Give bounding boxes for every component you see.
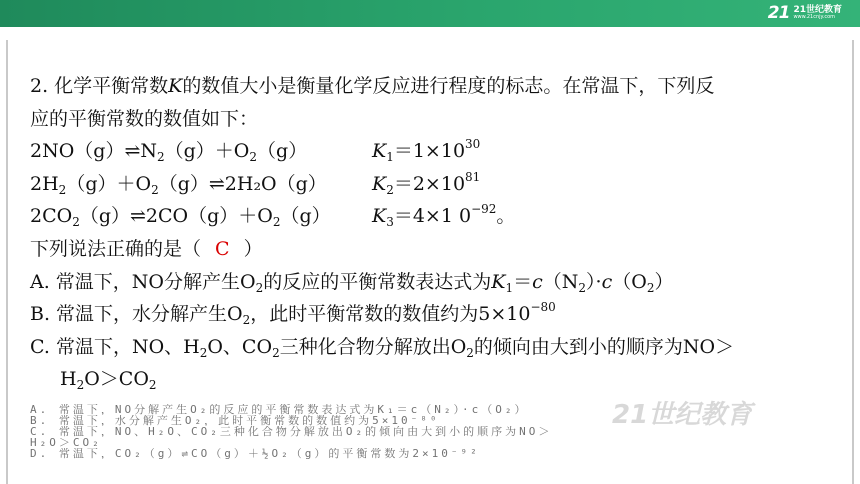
option-b[interactable]: B. 常温下，水分解产生$O_2$，此时平衡常数的数值约为$5\times 10^{-80}$ bbox=[30, 300, 556, 328]
question-block bbox=[30, 70, 830, 396]
ghost-line: A. 常温下，NO分解产生O₂的反应的平衡常数表达式为K₁＝c（N₂）·c（O₂） bbox=[30, 404, 529, 415]
watermark-logo: 21世纪教育 bbox=[612, 400, 753, 430]
question-stem-line-2: 应的平衡常数的数值如下： bbox=[30, 107, 259, 130]
ghost-line: D. 常温下，CO₂（g）⇌CO（g）＋½O₂（g）的平衡常数为2×10⁻⁹² bbox=[30, 448, 480, 459]
ghost-line: C. 常温下，NO、H₂O、CO₂三种化合物分解放出O₂的倾向由大到小的顺序为NO＞ bbox=[30, 426, 553, 437]
slide-border-right bbox=[852, 40, 854, 484]
equation-2: $2H_2(g)+O_2(g)\rightleftharpoons 2H_2O(g)$ $K_2=2\times 10^{81}$ bbox=[30, 168, 830, 201]
equation-3: $2CO_2(g)\rightleftharpoons 2CO(g)+O_2(g)$ $K_3=4\times 1$ $0^{-92}$。 bbox=[30, 200, 830, 233]
ghost-line: H₂O＞CO₂ bbox=[30, 437, 102, 448]
logo-name: 21世纪教育 bbox=[793, 5, 842, 15]
option-c[interactable]: C. 常温下，NO、$H_2O$、$CO_2$三种化合物分解放出$O_2$的倾向由大到小的顺序为NO＞ bbox=[30, 335, 735, 360]
option-c-continued: $H_2O>CO_2$ bbox=[60, 368, 157, 393]
equation-1: $2NO(g)\rightleftharpoons N_2(g)+O_2(g)$ $K_1=1\times 10^{30}$ bbox=[30, 135, 830, 168]
logo-mark: 21 bbox=[767, 3, 790, 23]
logo-url: www.21cnjy.com bbox=[793, 14, 836, 20]
faded-duplicate-options bbox=[30, 404, 830, 459]
ghost-line: B. 常温下，水分解产生O₂，此时平衡常数的数值约为5×10⁻⁸⁰ bbox=[30, 415, 440, 426]
header-bar bbox=[0, 0, 860, 27]
equilibrium-constant-1: $K_1=1\times 10^{30}$ bbox=[372, 137, 481, 165]
option-a[interactable]: A. 常温下，NO分解产生$O_2$的反应的平衡常数表达式为$K_1=c(N_2)\cdot c(O_2)$ bbox=[30, 270, 674, 295]
question-stem-line-1: 2. 化学平衡常数K的数值大小是衡量化学反应进行程度的标志。在常温下，下列反 bbox=[30, 75, 715, 97]
slide-border-left bbox=[6, 40, 8, 484]
site-logo[interactable] bbox=[768, 2, 842, 24]
answer-prompt: 下列说法正确的是（ C ） bbox=[30, 237, 263, 260]
equilibrium-constant-2: $K_2=2\times 10^{81}$ bbox=[372, 169, 481, 197]
equilibrium-constant-3: $K_3=4\times 1$ $0^{-92}$。 bbox=[372, 202, 516, 230]
answer-choice: C bbox=[215, 237, 230, 260]
